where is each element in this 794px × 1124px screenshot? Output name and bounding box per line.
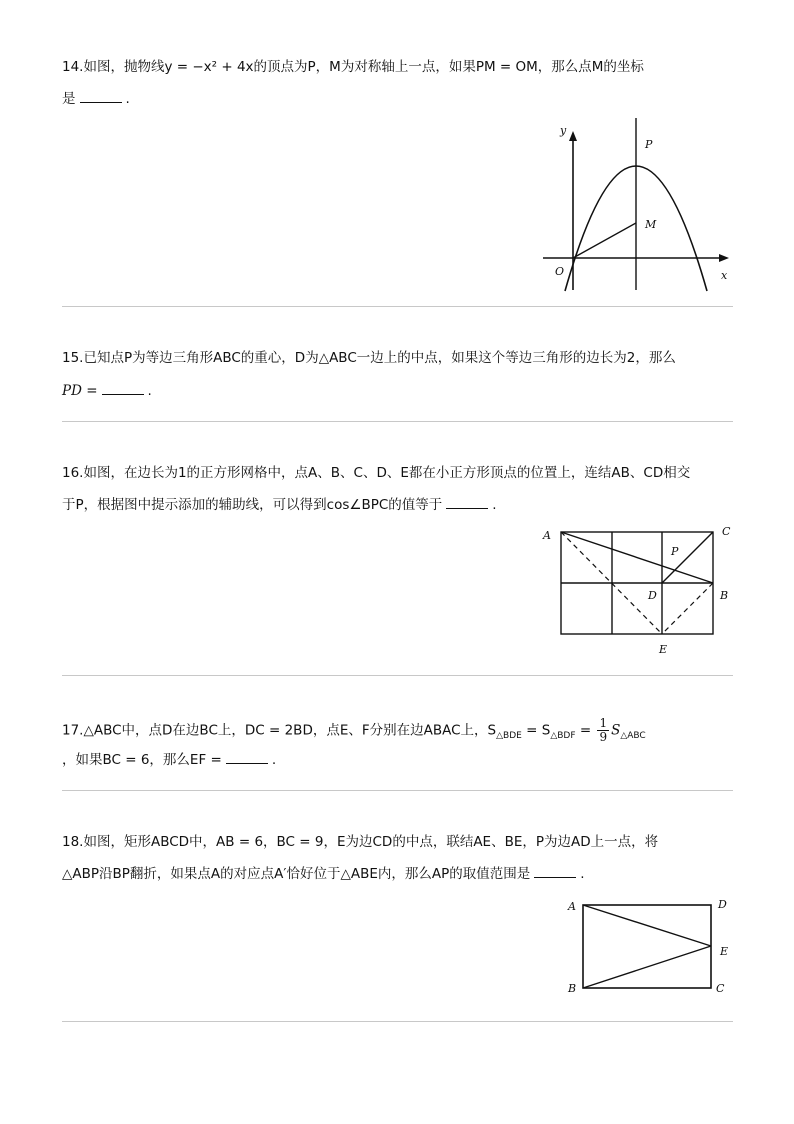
q17-line2-post: . — [271, 752, 277, 768]
q14-label-p: P — [645, 138, 653, 151]
q15-line2-post: . — [147, 383, 152, 399]
q18-rectangle-abcd — [583, 905, 711, 988]
q14-line1: 14.如图，抛物线y = −x² + 4x的顶点为P，M为对称轴上一点，如果PM = OM，那么点M的坐标 — [62, 59, 644, 75]
divider-4 — [62, 790, 733, 791]
q14-segment-om — [573, 223, 636, 258]
q17-eq1: = S — [521, 722, 551, 739]
q16-grid-figure — [536, 522, 736, 662]
q16-label-p: P — [671, 545, 679, 558]
q16-answer-blank[interactable] — [446, 496, 488, 509]
divider-1 — [62, 306, 733, 307]
q17-sub-bde: △BDE — [496, 731, 522, 742]
q14-answer-blank[interactable] — [80, 90, 122, 103]
q14-line2-post: . — [125, 91, 130, 107]
q18-label-e: E — [720, 945, 729, 958]
q16-dashed-be — [662, 583, 713, 634]
q17-answer-blank[interactable] — [226, 751, 268, 764]
q18-segment-ae — [583, 905, 711, 946]
q17-line2 — [62, 750, 276, 770]
q17-s-abc: S — [611, 722, 621, 739]
q16-line2-pre: 于P，根据图中提示添加的辅助线，可以得到cos∠BPC的值等于 — [62, 497, 443, 513]
q18-answer-blank[interactable] — [534, 865, 576, 878]
q15-line1: 15.已知点P为等边三角形ABC的重心，D为△ABC一边上的中点，如果这个等边三角形的边长为2，那么 — [62, 350, 676, 366]
q18-label-d: D — [718, 898, 727, 911]
q17-frac-den: 9 — [599, 730, 608, 744]
q17-sub-bdf: △BDF — [550, 731, 576, 742]
q17-line1 — [62, 717, 646, 746]
q17-fraction — [597, 717, 609, 744]
q16-label-b: B — [720, 589, 729, 602]
q16-label-e: E — [659, 643, 668, 656]
q16-label-c: C — [722, 525, 731, 538]
q15-answer-blank[interactable] — [102, 382, 144, 395]
q14-parabola-figure — [535, 118, 735, 293]
q14-label-m: M — [645, 218, 657, 231]
q17-eq2: = — [575, 722, 596, 739]
q18-label-a: A — [568, 900, 576, 913]
divider-2 — [62, 421, 733, 422]
q16-label-d: D — [648, 589, 657, 602]
q16-label-a: A — [543, 529, 551, 542]
q16-segment-cd — [662, 532, 713, 583]
q16-segment-ab — [561, 532, 713, 583]
q14-x-arrow — [719, 254, 729, 262]
q18-segment-be — [583, 946, 711, 988]
q16-line2-post: . — [492, 497, 497, 513]
q16-grid — [561, 532, 713, 634]
q17-line1-pre: 17.△ABC中，点D在边BC上，DC = 2BD，点E、F分别在边ABAC上，S — [62, 722, 497, 739]
q16-line2 — [62, 495, 497, 515]
q14-label-o: O — [555, 265, 565, 278]
q18-label-c: C — [716, 982, 725, 995]
q17-sub-abc: △ABC — [620, 731, 646, 742]
q14-line2 — [62, 89, 130, 109]
q17-frac-num: 1 — [599, 716, 608, 730]
q15-line2 — [62, 381, 152, 401]
q16-line1: 16.如图，在边长为1的正方形网格中，点A、B、C、D、E都在小正方形顶点的位置上，连结AB、CD相交 — [62, 465, 691, 481]
q18-line2-pre: △ABP沿BP翻折，如果点A的对应点A′恰好位于△ABE内，那么AP的取值范围是 — [62, 866, 531, 882]
q18-line2-post: . — [580, 866, 585, 882]
q14-label-x: x — [721, 269, 728, 282]
q17-line2-pre: ，如果BC = 6，那么EF = — [62, 752, 222, 768]
q18-label-b: B — [568, 982, 577, 995]
q14-y-arrow — [569, 131, 577, 141]
q18-line2 — [62, 864, 585, 884]
divider-3 — [62, 675, 733, 676]
q14-label-y: y — [560, 124, 567, 137]
q18-rectangle-figure — [562, 894, 742, 999]
q18-line1: 18.如图，矩形ABCD中，AB = 6，BC = 9，E为边CD的中点，联结AE、BE，P为边AD上一点，将 — [62, 834, 659, 850]
q14-line2-pre: 是 — [62, 91, 76, 107]
q15-line2-pre: PD = — [62, 383, 98, 399]
divider-5 — [62, 1021, 733, 1022]
